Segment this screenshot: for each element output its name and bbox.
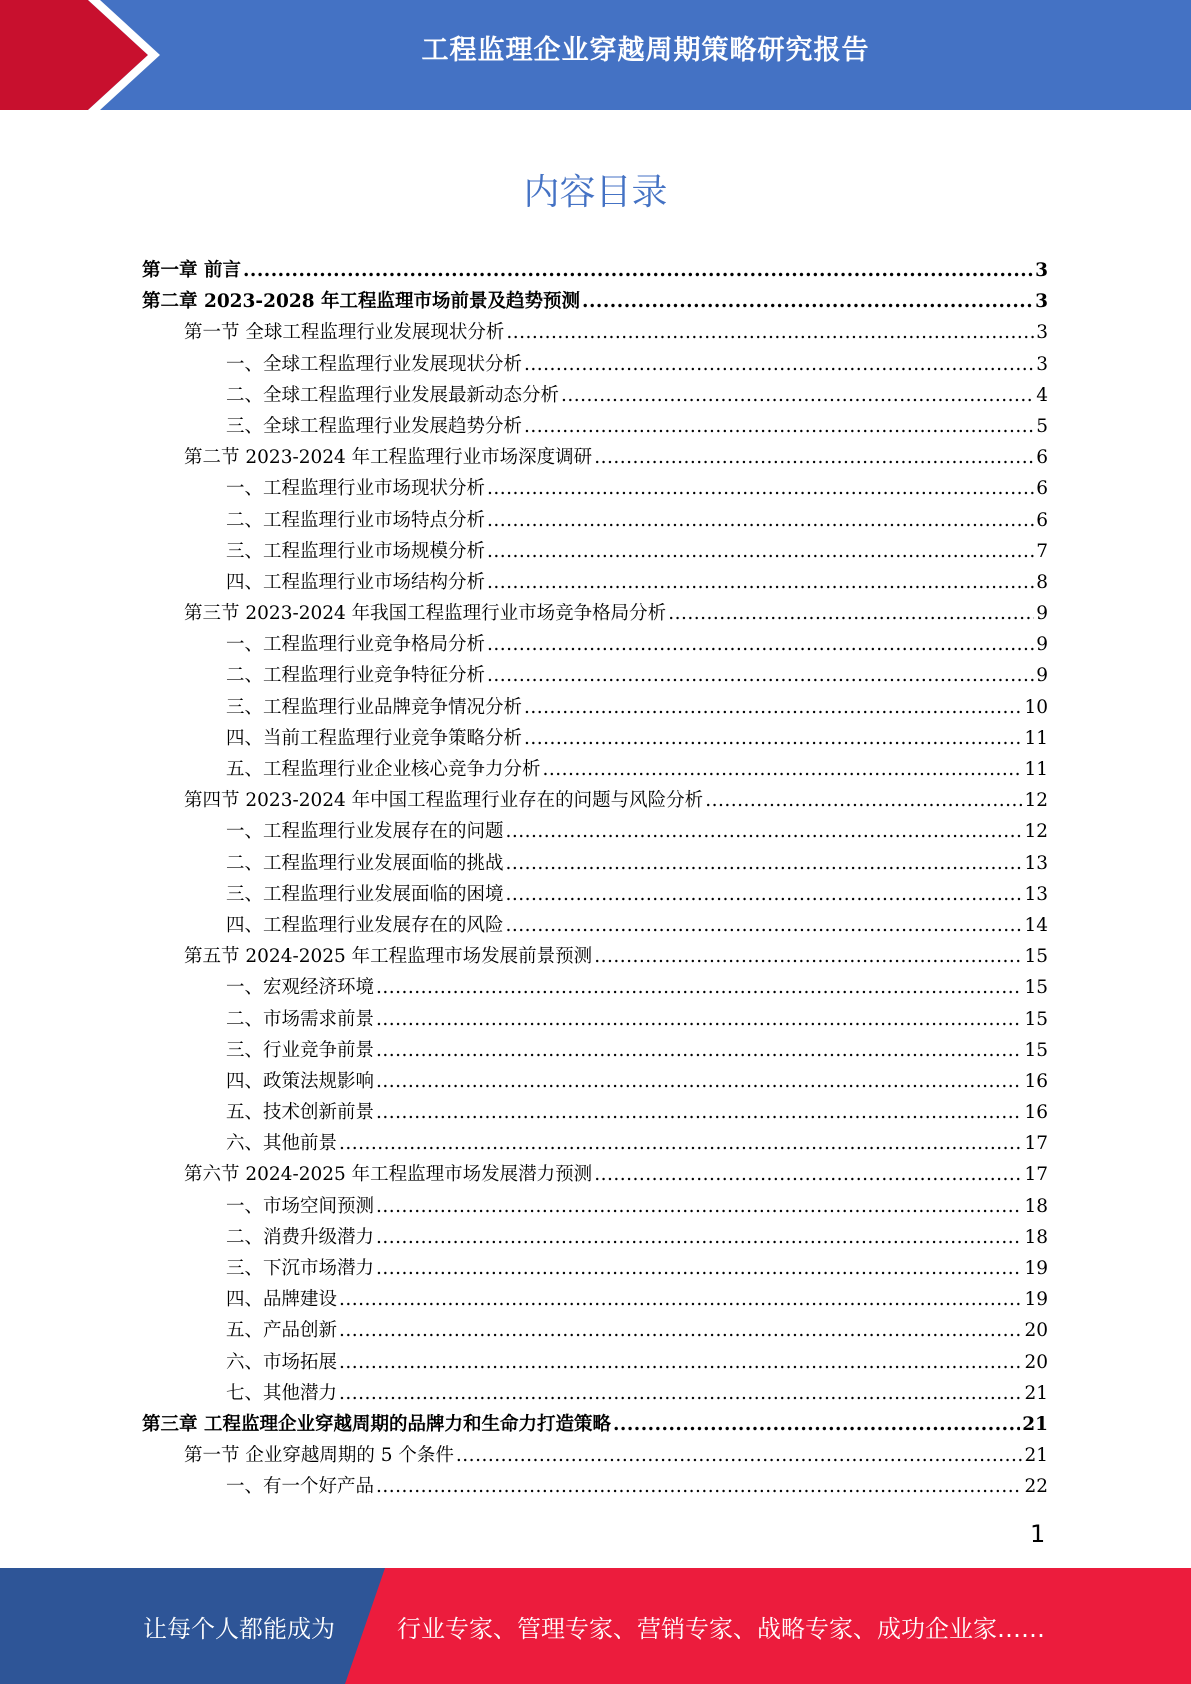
- toc-entry-title: 五、技术创新前景: [226, 1102, 375, 1124]
- toc-entry-page: 15: [1024, 1008, 1048, 1030]
- toc-leader-dots: [594, 1159, 1022, 1190]
- toc-entry-title: 五、产品创新: [226, 1320, 338, 1342]
- toc-entry-title: 一、工程监理行业市场现状分析: [226, 478, 486, 500]
- toc-entry-title: 第三章 工程监理企业穿越周期的品牌力和生命力打造策略: [142, 1413, 611, 1435]
- toc-entry[interactable]: [142, 1159, 1048, 1190]
- toc-entry-page: 18: [1024, 1195, 1048, 1217]
- toc-leader-dots: [376, 1066, 1022, 1097]
- footer-slogan-left: 让每个人都能成为: [143, 1615, 335, 1643]
- toc-entry-page: 8: [1036, 571, 1048, 593]
- toc-entry-page: 13: [1024, 852, 1048, 874]
- toc-leader-dots: [705, 785, 1022, 816]
- toc-entry-page: 19: [1024, 1289, 1048, 1311]
- toc-leader-dots: [506, 879, 1023, 910]
- toc-leader-dots: [487, 629, 1034, 660]
- toc-entry-page: 9: [1036, 665, 1048, 687]
- toc-entry-page: 11: [1024, 727, 1048, 749]
- toc-entry-page: 3: [1035, 260, 1048, 281]
- toc-entry-title: 第五节 2024-2025 年工程监理市场发展前景预测: [184, 946, 593, 968]
- toc-entry-title: 一、宏观经济环境: [226, 977, 375, 999]
- toc-leader-dots: [243, 255, 1033, 286]
- toc-entry[interactable]: [142, 1378, 1048, 1409]
- toc-entry[interactable]: [142, 879, 1048, 910]
- footer-banner: [0, 1568, 1191, 1684]
- toc-entry-title: 第一章 前言: [142, 260, 241, 281]
- toc-entry[interactable]: [142, 816, 1048, 847]
- toc-entry-title: 四、当前工程监理行业竞争策略分析: [226, 727, 523, 749]
- toc-leader-dots: [376, 1471, 1022, 1502]
- toc-entry-page: 6: [1036, 509, 1048, 531]
- toc-entry-page: 10: [1024, 696, 1048, 718]
- toc-entry-title: 二、工程监理行业市场特点分析: [226, 509, 486, 531]
- toc-leader-dots: [487, 567, 1034, 598]
- toc-entry-title: 二、工程监理行业竞争特征分析: [226, 665, 486, 687]
- toc-entry[interactable]: [142, 1097, 1048, 1128]
- toc-leader-dots: [668, 598, 1034, 629]
- toc-entry-page: 20: [1024, 1351, 1048, 1373]
- toc-entry-page: 6: [1036, 447, 1048, 469]
- toc-entry-title: 一、全球工程监理行业发展现状分析: [226, 353, 523, 375]
- toc-entry-page: 21: [1024, 1382, 1048, 1404]
- toc-entry-page: 9: [1036, 603, 1048, 625]
- toc-entry[interactable]: [142, 1440, 1048, 1471]
- toc-entry[interactable]: [142, 505, 1048, 536]
- toc-leader-dots: [487, 536, 1034, 567]
- toc-entry-page: 7: [1036, 540, 1048, 562]
- toc-entry-page: 21: [1022, 1413, 1048, 1435]
- toc-leader-dots: [524, 723, 1022, 754]
- toc-entry[interactable]: [142, 660, 1048, 691]
- toc-entry[interactable]: [142, 317, 1048, 348]
- toc-leader-dots: [376, 1191, 1022, 1222]
- toc-entry-page: 22: [1024, 1476, 1048, 1498]
- toc-leader-dots: [376, 972, 1022, 1003]
- toc-leader-dots: [524, 692, 1022, 723]
- toc-entry-page: 13: [1024, 883, 1048, 905]
- toc-entry-page: 12: [1024, 821, 1048, 843]
- toc-entry-title: 三、行业竞争前景: [226, 1039, 375, 1061]
- toc-entry[interactable]: [142, 567, 1048, 598]
- toc-leader-dots: [524, 411, 1034, 442]
- toc-entry-page: 19: [1024, 1258, 1048, 1279]
- toc-entry-page: 3: [1036, 353, 1048, 375]
- toc-leader-dots: [487, 505, 1034, 536]
- toc-entry-title: 六、其他前景: [226, 1133, 338, 1155]
- toc-entry-title: 一、工程监理行业竞争格局分析: [226, 634, 486, 656]
- toc-entry-page: 16: [1024, 1102, 1048, 1124]
- toc-leader-dots: [506, 910, 1023, 941]
- toc-entry-page: 15: [1024, 1039, 1048, 1061]
- toc-leader-dots: [543, 754, 1023, 785]
- toc-leader-dots: [506, 816, 1023, 847]
- toc-entry-page: 11: [1024, 759, 1048, 780]
- toc-leader-dots: [339, 1128, 1022, 1159]
- toc-entry-title: 三、下沉市场潜力: [226, 1258, 375, 1279]
- toc-entry[interactable]: [142, 349, 1048, 380]
- toc-entry[interactable]: [142, 941, 1048, 972]
- toc-entry-title: 一、工程监理行业发展存在的问题: [226, 821, 504, 843]
- toc-entry[interactable]: [142, 785, 1048, 816]
- toc-leader-dots: [376, 1035, 1022, 1066]
- toc-entry-page: 21: [1024, 1445, 1048, 1467]
- toc-entry-title: 二、工程监理行业发展面临的挑战: [226, 852, 504, 874]
- toc-entry-title: 五、工程监理行业企业核心竞争力分析: [226, 759, 541, 780]
- toc-entry-title: 四、工程监理行业发展存在的风险: [226, 914, 504, 936]
- toc-entry-title: 三、工程监理行业发展面临的困境: [226, 883, 504, 905]
- toc-entry[interactable]: [142, 910, 1048, 941]
- toc-entry[interactable]: [142, 1035, 1048, 1066]
- toc-entry-page: 16: [1024, 1070, 1048, 1092]
- report-title: 工程监理企业穿越周期策略研究报告: [421, 35, 870, 66]
- toc-entry-title: 一、市场空间预测: [226, 1195, 375, 1217]
- toc-entry[interactable]: [142, 536, 1048, 567]
- toc-leader-dots: [376, 1004, 1022, 1035]
- toc-entry[interactable]: [142, 629, 1048, 660]
- toc-leader-dots: [561, 380, 1034, 411]
- toc-entry[interactable]: [142, 286, 1048, 317]
- toc-leader-dots: [524, 349, 1034, 380]
- toc-entry[interactable]: [142, 1471, 1048, 1502]
- toc-leader-dots: [594, 941, 1022, 972]
- toc-entry-page: 18: [1024, 1226, 1048, 1248]
- toc-entry[interactable]: [142, 1284, 1048, 1315]
- toc-entry[interactable]: [142, 754, 1048, 785]
- toc-entry[interactable]: [142, 255, 1048, 286]
- toc-entry[interactable]: [142, 473, 1048, 504]
- toc-entry-page: 3: [1036, 322, 1048, 344]
- toc-entry-page: 15: [1024, 977, 1048, 999]
- toc-entry[interactable]: [142, 380, 1048, 411]
- toc-entry[interactable]: [142, 1128, 1048, 1159]
- toc-leader-dots: [339, 1315, 1022, 1346]
- toc-entry[interactable]: [142, 692, 1048, 723]
- toc-entry[interactable]: [142, 442, 1048, 473]
- toc-leader-dots: [582, 286, 1033, 317]
- toc-entry[interactable]: [142, 972, 1048, 1003]
- toc-entry-page: 17: [1024, 1164, 1048, 1186]
- toc-entry-page: 14: [1024, 914, 1048, 936]
- toc-leader-dots: [594, 442, 1034, 473]
- toc-leader-dots: [456, 1440, 1023, 1471]
- toc-entry-title: 第六节 2024-2025 年工程监理市场发展潜力预测: [184, 1164, 593, 1186]
- toc-entry-page: 15: [1024, 946, 1048, 968]
- toc-entry-page: 20: [1024, 1320, 1048, 1342]
- table-of-contents: [142, 255, 1048, 1503]
- toc-entry[interactable]: [142, 1347, 1048, 1378]
- toc-entry-title: 第二章 2023-2028 年工程监理市场前景及趋势预测: [142, 291, 581, 313]
- toc-entry-title: 一、有一个好产品: [226, 1476, 375, 1498]
- toc-entry[interactable]: [142, 411, 1048, 442]
- toc-entry-title: 第三节 2023-2024 年我国工程监理行业市场竞争格局分析: [184, 603, 667, 625]
- toc-entry-title: 三、工程监理行业市场规模分析: [226, 540, 486, 562]
- toc-entry-page: 12: [1024, 790, 1048, 812]
- toc-leader-dots: [339, 1378, 1022, 1409]
- toc-entry-title: 三、工程监理行业品牌竞争情况分析: [226, 696, 523, 718]
- toc-entry-page: 6: [1036, 478, 1048, 500]
- toc-entry-title: 六、市场拓展: [226, 1351, 338, 1373]
- toc-entry[interactable]: [142, 1315, 1048, 1346]
- toc-entry-title: 四、工程监理行业市场结构分析: [226, 571, 486, 593]
- toc-entry-title: 第四节 2023-2024 年中国工程监理行业存在的问题与风险分析: [184, 790, 704, 812]
- toc-entry-title: 二、消费升级潜力: [226, 1226, 375, 1248]
- toc-entry-title: 第一节 全球工程监理行业发展现状分析: [184, 322, 505, 344]
- toc-entry[interactable]: [142, 598, 1048, 629]
- toc-entry[interactable]: [142, 1066, 1048, 1097]
- toc-entry[interactable]: [142, 723, 1048, 754]
- toc-entry-title: 七、其他潜力: [226, 1382, 338, 1404]
- toc-entry-title: 三、全球工程监理行业发展趋势分析: [226, 415, 523, 437]
- toc-entry-title: 二、全球工程监理行业发展最新动态分析: [226, 384, 560, 406]
- toc-leader-dots: [506, 848, 1023, 879]
- toc-leader-dots: [376, 1253, 1022, 1284]
- toc-leader-dots: [339, 1347, 1022, 1378]
- toc-entry-page: 3: [1035, 291, 1048, 313]
- toc-entry-page: 9: [1036, 634, 1048, 656]
- toc-leader-dots: [376, 1097, 1022, 1128]
- toc-entry[interactable]: [142, 1191, 1048, 1222]
- toc-leader-dots: [487, 473, 1034, 504]
- toc-entry-title: 四、品牌建设: [226, 1289, 338, 1311]
- toc-leader-dots: [613, 1409, 1020, 1440]
- toc-entry[interactable]: [142, 1409, 1048, 1440]
- toc-heading: 内容目录: [523, 172, 668, 213]
- toc-leader-dots: [506, 317, 1034, 348]
- toc-entry-title: 第一节 企业穿越周期的 5 个条件: [184, 1445, 454, 1467]
- toc-leader-dots: [376, 1222, 1022, 1253]
- toc-entry[interactable]: [142, 1004, 1048, 1035]
- toc-entry[interactable]: [142, 848, 1048, 879]
- page-number: 1: [1030, 1520, 1046, 1548]
- header-banner: [0, 0, 1191, 110]
- toc-entry-page: 17: [1024, 1133, 1048, 1155]
- toc-entry[interactable]: [142, 1253, 1048, 1284]
- toc-leader-dots: [339, 1284, 1022, 1315]
- toc-leader-dots: [487, 660, 1034, 691]
- toc-entry-title: 第二节 2023-2024 年工程监理行业市场深度调研: [184, 447, 593, 469]
- toc-entry-page: 5: [1036, 415, 1048, 437]
- toc-entry-title: 二、市场需求前景: [226, 1008, 375, 1030]
- toc-entry-title: 四、政策法规影响: [226, 1070, 375, 1092]
- footer-slogan-right: 行业专家、管理专家、营销专家、战略专家、成功企业家……: [397, 1615, 1045, 1643]
- toc-entry-page: 4: [1036, 384, 1048, 406]
- toc-entry[interactable]: [142, 1222, 1048, 1253]
